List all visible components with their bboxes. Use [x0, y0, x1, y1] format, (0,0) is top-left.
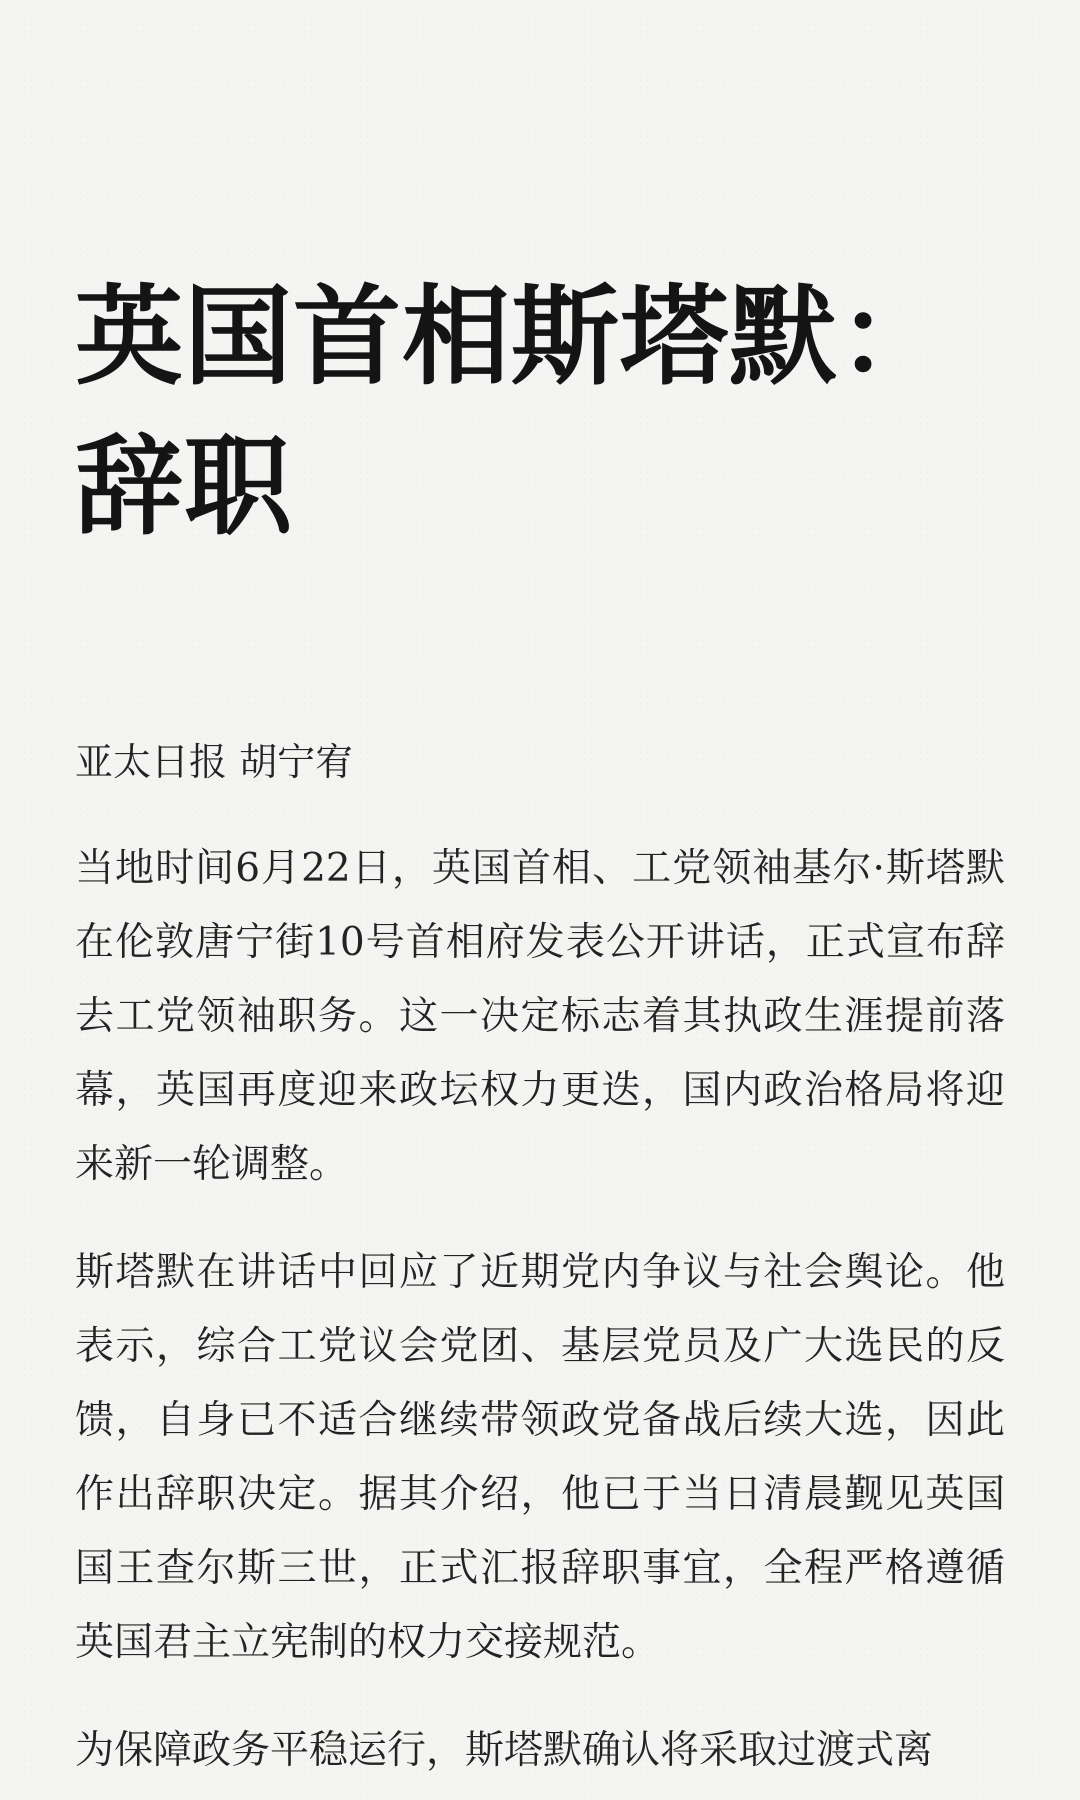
article-byline: 亚太日报 胡宁宥: [75, 740, 354, 784]
article-title-line-2: 辞职: [75, 424, 294, 550]
article-title: [75, 0, 1005, 562]
article-title-line-1: 英国首相斯塔默：: [75, 274, 948, 400]
article-paragraph-2: 斯塔默在讲话中回应了近期党内争议与社会舆论。他表示，综合工党议会党团、基层党员及广大选民的反馈，自身已不适合继续带领政党备战后续大选，因此作出辞职决定。据其介绍，他已于当日清晨觐见英国国王查尔斯三世，正式汇报辞职事宜，全程严格遵循英国君主立宪制的权力交接规范。: [75, 1250, 1005, 1665]
article-paragraph-1: 当地时间6月22日，英国首相、工党领袖基尔·斯塔默在伦敦唐宁街10号首相府发表公开讲话，正式宣布辞去工党领袖职务。这一决定标志着其执政生涯提前落幕，英国再度迎来政坛权力更迭，国内政治格局将迎来新一轮调整。: [75, 846, 1005, 1187]
article-paragraph-3: 为保障政务平稳运行，斯塔默确认将采取过渡式离: [75, 1728, 934, 1773]
